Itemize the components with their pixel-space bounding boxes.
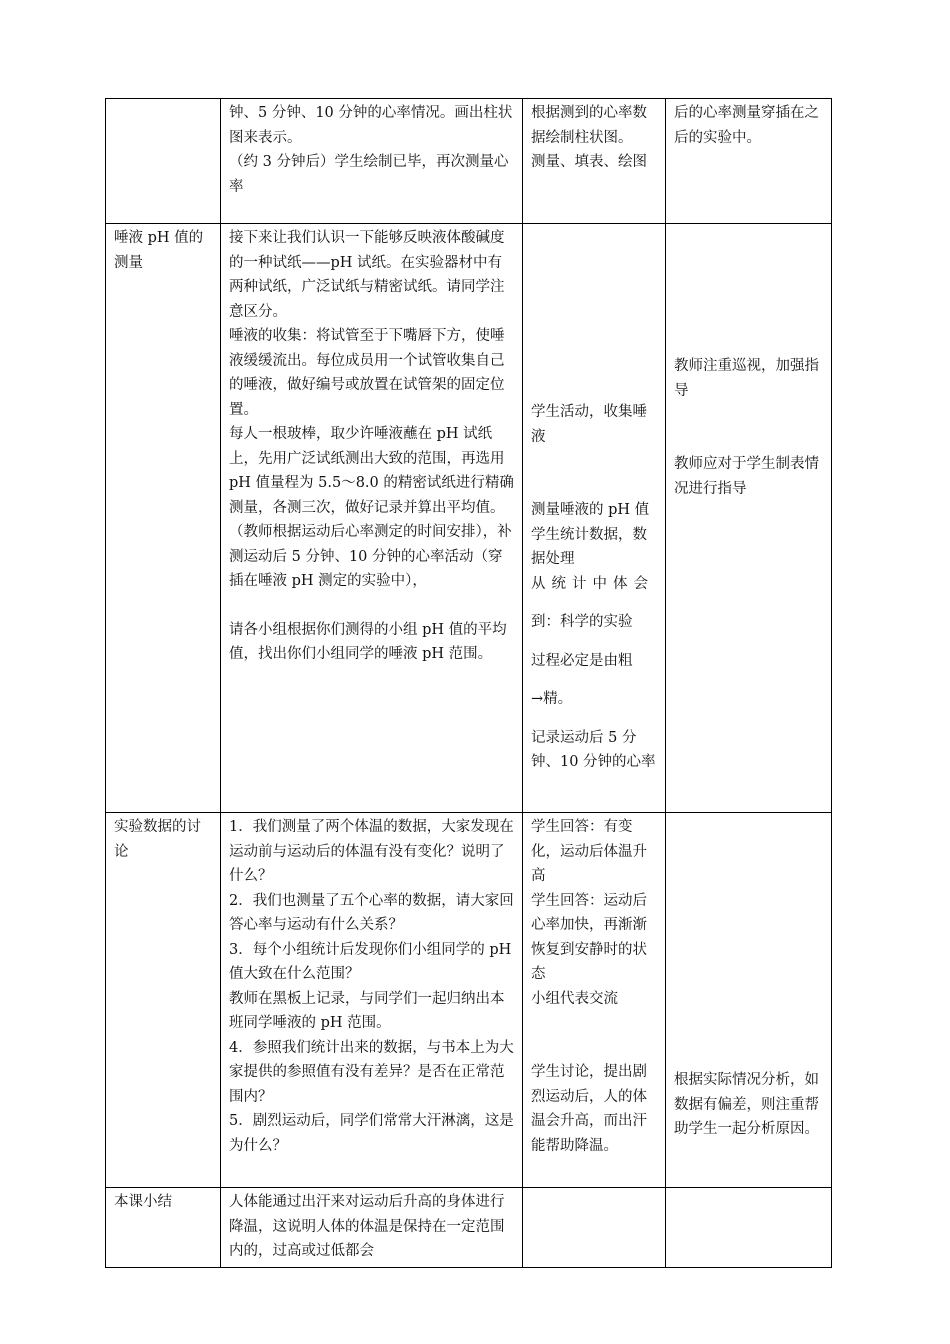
lesson-plan-table [105, 98, 832, 1268]
student-paragraph: 学生活动，收集唾液 [531, 404, 647, 445]
spacer [531, 1011, 658, 1060]
intent-paragraph: 教师注重巡视，加强指导 [674, 358, 819, 399]
intent-paragraph: 教师应对于学生制表情况进行指导 [674, 456, 819, 497]
student-paragraph: 学生统计数据，数据处理 [531, 526, 647, 567]
student-paragraph: 学生回答：运动后心率加快，再渐渐恢复到安静时的状态 [531, 892, 647, 982]
spacer [229, 594, 515, 618]
teacher-paragraph: 3．每个小组统计后发现你们小组同学的 pH 值大致在什么范围？ [229, 941, 516, 982]
stage-cell [106, 813, 221, 1188]
student-paragraph: 学生回答：有变化，运动后体温升高 [531, 819, 647, 884]
teacher-paragraph: 4．参照我们统计出来的数据，与书本上为大家提供的参照值有没有差异？是否在正常范围内？ [229, 1039, 514, 1105]
student-paragraph: 到：科学的实验 [531, 614, 633, 630]
teacher-paragraph: （约 3 分钟后）学生绘制已毕，再次测量心率 [229, 154, 509, 195]
spacer [531, 635, 658, 649]
spacer [531, 596, 658, 610]
teacher-paragraph: 钟、5 分钟、10 分钟的心率情况。画出柱状图来表示。 [229, 105, 513, 146]
design-intent-cell [666, 1188, 832, 1268]
teacher-paragraph: 2．我们也测量了五个心率的数据，请大家回答心率与运动有什么关系？ [229, 892, 514, 933]
teacher-paragraph: 5．剧烈运动后，同学们常常大汗淋漓，这是为什么？ [229, 1113, 514, 1154]
teacher-paragraph: 每人一根玻棒，取少许唾液蘸在 pH 试纸上，先用广泛试纸测出大致的范围，再选用 pH 值量程为 5.5～8.0 的精密试纸进行精确测量，各测三次，做好记录并算出平均值。 [229, 426, 514, 516]
teacher-paragraph: 请各小组根据你们测得的小组 pH 值的平均值，找出你们小组同学的唾液 pH 范围。 [229, 621, 507, 662]
teacher-activity-cell [221, 224, 523, 813]
stage-label: 实验数据的讨论 [114, 819, 201, 860]
teacher-paragraph: 人体能通过出汗来对运动后升高的身体进行降温，这说明人体的体温是保持在一定范围内的，过高或过低都会 [229, 1194, 505, 1259]
table-row [106, 813, 832, 1188]
teacher-paragraph: 教师在黑板上记录，与同学们一起归纳出本班同学唾液的 pH 范围。 [229, 990, 505, 1031]
spacer [531, 712, 658, 726]
student-activity-cell [523, 813, 666, 1188]
spacer [531, 226, 658, 400]
design-intent-cell [666, 813, 832, 1188]
spacer [531, 673, 658, 687]
student-paragraph: →精。 [531, 691, 573, 707]
spacer [674, 226, 824, 354]
intent-paragraph: 后的心率测量穿插在之后的实验中。 [674, 105, 819, 146]
student-paragraph: 小组代表交流 [531, 990, 618, 1007]
student-paragraph: 学生讨论，提出剧烈运动后，人的体温会升高，而出汗能帮助降温。 [531, 1064, 647, 1154]
table-row [106, 1188, 832, 1268]
student-paragraph: 过程必定是由粗 [531, 652, 633, 669]
design-intent-cell [666, 99, 832, 224]
student-activity-cell [523, 99, 666, 224]
teacher-paragraph: （教师根据运动后心率测定的时间安排），补测运动后 5 分钟、10 分钟的心率活动（穿插在唾液 pH 测定的实验中）， [229, 524, 512, 589]
design-intent-cell [666, 224, 832, 813]
stage-label: 本课小结 [114, 1194, 172, 1210]
table-row [106, 99, 832, 224]
stage-cell [106, 99, 221, 224]
intent-paragraph: 根据实际情况分析，如数据有偏差，则注重帮助学生一起分析原因。 [674, 1072, 819, 1137]
student-paragraph: 从统计中体会 [531, 575, 654, 592]
spacer [674, 815, 824, 1068]
student-paragraph: 测量、填表、绘图 [531, 154, 647, 170]
teacher-paragraph: 1．我们测量了两个体温的数据，大家发现在运动前与运动后的体温有没有变化？说明了什么？ [229, 819, 514, 884]
stage-label: 唾液 pH 值的测量 [114, 230, 204, 271]
teacher-paragraph: 唾液的收集：将试管至于下嘴唇下方，使唾液缓缓流出。每位成员用一个试管收集自己的唾液，做好编号或放置在试管架的固定位置。 [229, 328, 505, 418]
spacer [531, 449, 658, 498]
stage-cell [106, 1188, 221, 1268]
spacer [674, 403, 824, 452]
student-activity-cell [523, 224, 666, 813]
teacher-paragraph: 接下来让我们认识一下能够反映液体酸碱度的一种试纸——pH 试纸。在实验器材中有两种试纸，广泛试纸与精密试纸。请同学注意区分。 [229, 230, 505, 320]
teacher-activity-cell [221, 813, 523, 1188]
student-paragraph: 记录运动后 5 分钟、10 分钟的心率 [531, 729, 656, 770]
student-paragraph: 测量唾液的 pH 值 [531, 502, 650, 518]
student-paragraph: 根据测到的心率数据绘制柱状图。 [531, 105, 647, 146]
teacher-activity-cell [221, 99, 523, 224]
table-row [106, 224, 832, 813]
teacher-activity-cell [221, 1188, 523, 1268]
stage-cell [106, 224, 221, 813]
student-activity-cell [523, 1188, 666, 1268]
